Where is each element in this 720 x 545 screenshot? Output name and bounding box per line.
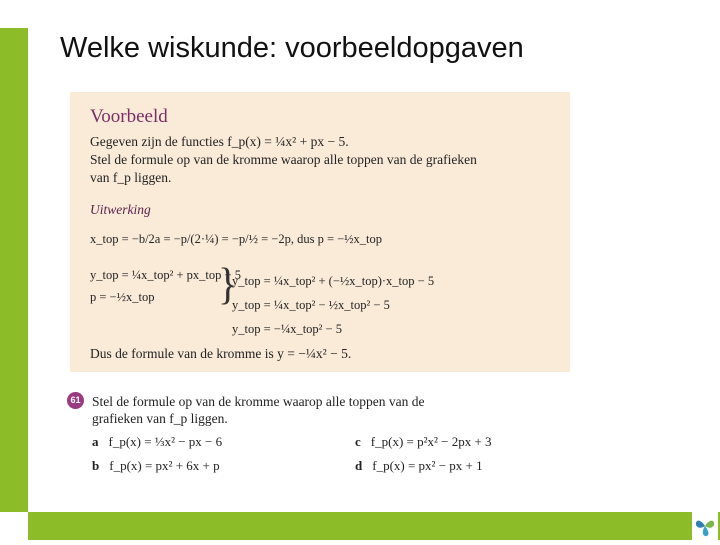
work-line: y_top = ¼x_top² − ½x_top² − 5 (232, 298, 390, 312)
task-part-c (355, 434, 492, 450)
task-line: Stel de formule op van de kromme waarop alle toppen van de (92, 394, 425, 409)
task-line: grafieken van f_p liggen. (92, 411, 228, 426)
part-letter: d (355, 458, 363, 473)
bottom-accent-bar (28, 512, 720, 540)
part-formula: f_p(x) = p²x² − 2px + 3 (370, 434, 492, 449)
part-letter: a (92, 434, 99, 449)
example-heading: Voorbeeld (90, 106, 168, 127)
part-formula: f_p(x) = ⅓x² − px − 6 (108, 434, 223, 449)
slide-title: Welke wiskunde: voorbeeldopgaven (60, 32, 524, 64)
work-line: x_top = −b/2a = −p/(2·¼) = −p/½ = −2p, dus p = −½x_top (90, 232, 383, 246)
task-part-b (92, 458, 220, 474)
example-box (70, 92, 570, 372)
section-heading: Uitwerking (90, 202, 151, 217)
work-line: p = −½x_top (90, 290, 155, 304)
part-letter: c (355, 434, 361, 449)
logo-icon (692, 512, 718, 540)
work-line: y_top = ¼x_top² + px_top − 5 (90, 268, 241, 282)
part-formula: f_p(x) = px² − px + 1 (372, 458, 483, 473)
work-line: y_top = −¼x_top² − 5 (232, 322, 342, 336)
example-line: Stel de formule op van de kromme waarop alle toppen van de grafieken (90, 152, 477, 167)
work-line: y_top = ¼x_top² + (−½x_top)·x_top − 5 (232, 274, 435, 288)
example-line: Gegeven zijn de functies f_p(x) = ¼x² + px − 5. (90, 134, 349, 149)
part-letter: b (92, 458, 100, 473)
brace: } (218, 258, 238, 309)
task-part-a (92, 434, 222, 450)
logo (692, 512, 718, 540)
part-formula: f_p(x) = px² + 6x + p (109, 458, 220, 473)
task-number-badge: 61 (67, 392, 84, 409)
left-accent-bar (0, 28, 28, 512)
conclusion: Dus de formule van de kromme is y = −¼x² − 5. (90, 346, 352, 361)
task-part-d (355, 458, 483, 474)
example-line: van f_p liggen. (90, 170, 172, 185)
